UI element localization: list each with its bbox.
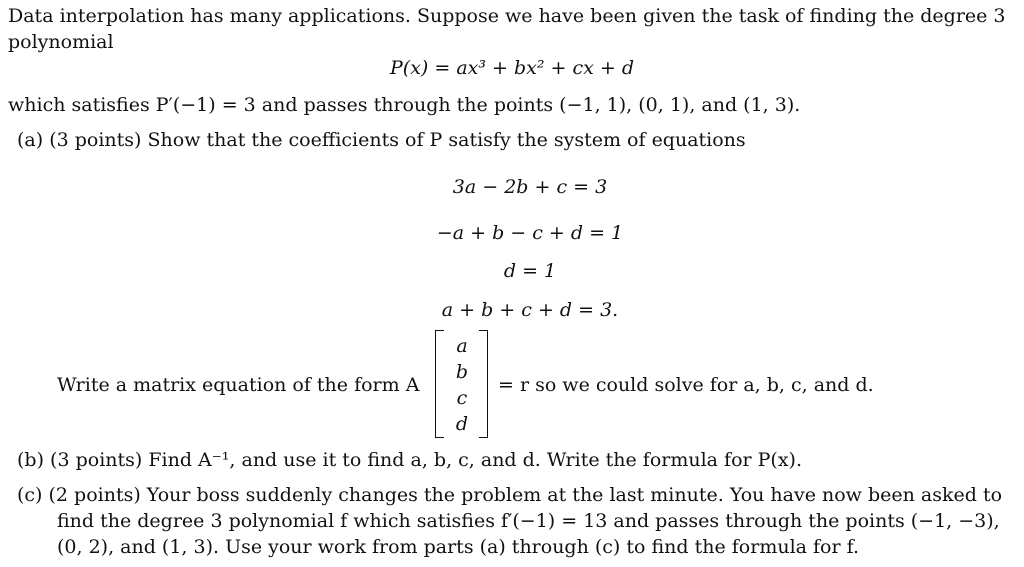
- polynomial-equation: P(x) = ax³ + bx² + cx + d: [390, 57, 634, 79]
- intro-line-2: polynomial: [8, 31, 114, 53]
- matrix-suffix: = r so we could solve for a, b, c, and d.: [498, 374, 874, 396]
- part-a: [17, 128, 746, 152]
- vector-entry: a: [456, 335, 468, 357]
- part-c-line-2: find the degree 3 polynomial f which satisfies f′(−1) = 13 and passes through the points (−1, −3),: [57, 510, 1000, 532]
- vector-entry: b: [455, 361, 469, 383]
- coefficient-vector: [435, 330, 490, 440]
- part-a-text: (3 points) Show that the coefficients of P satisfy the system of equations: [49, 129, 746, 151]
- system-equation-2: −a + b − c + d = 1: [436, 222, 624, 244]
- vector-entry: c: [456, 387, 468, 409]
- system-equation-4: a + b + c + d = 3.: [441, 299, 619, 321]
- part-b-text: (3 points) Find A⁻¹, and use it to find a, b, c, and d. Write the formula for P(x).: [50, 449, 802, 471]
- matrix-prefix: Write a matrix equation of the form A: [57, 374, 420, 396]
- part-a-label: (a): [17, 129, 44, 151]
- part-b-label: (b): [17, 449, 44, 471]
- system-equation-3: d = 1: [503, 260, 557, 282]
- system-equation-1: 3a − 2b + c = 3: [452, 176, 608, 198]
- vector-entries: [447, 333, 477, 437]
- part-b: [17, 448, 802, 472]
- part-c-line-1: (2 points) Your boss suddenly changes the problem at the last minute. You have now been asked to: [48, 484, 1003, 506]
- right-bracket: [479, 330, 488, 438]
- part-c-label: (c): [17, 484, 43, 506]
- vector-entry: d: [455, 413, 469, 435]
- part-c-line-3: (0, 2), and (1, 3). Use your work from parts (a) through (c) to find the formula for f.: [57, 536, 859, 558]
- part-c: [17, 483, 1002, 507]
- conditions-text: which satisfies P′(−1) = 3 and passes through the points (−1, 1), (0, 1), and (1, 3).: [8, 94, 801, 116]
- left-bracket: [435, 330, 444, 438]
- intro-line-1: Data interpolation has many applications. Suppose we have been given the task of finding the degree 3: [8, 5, 1006, 27]
